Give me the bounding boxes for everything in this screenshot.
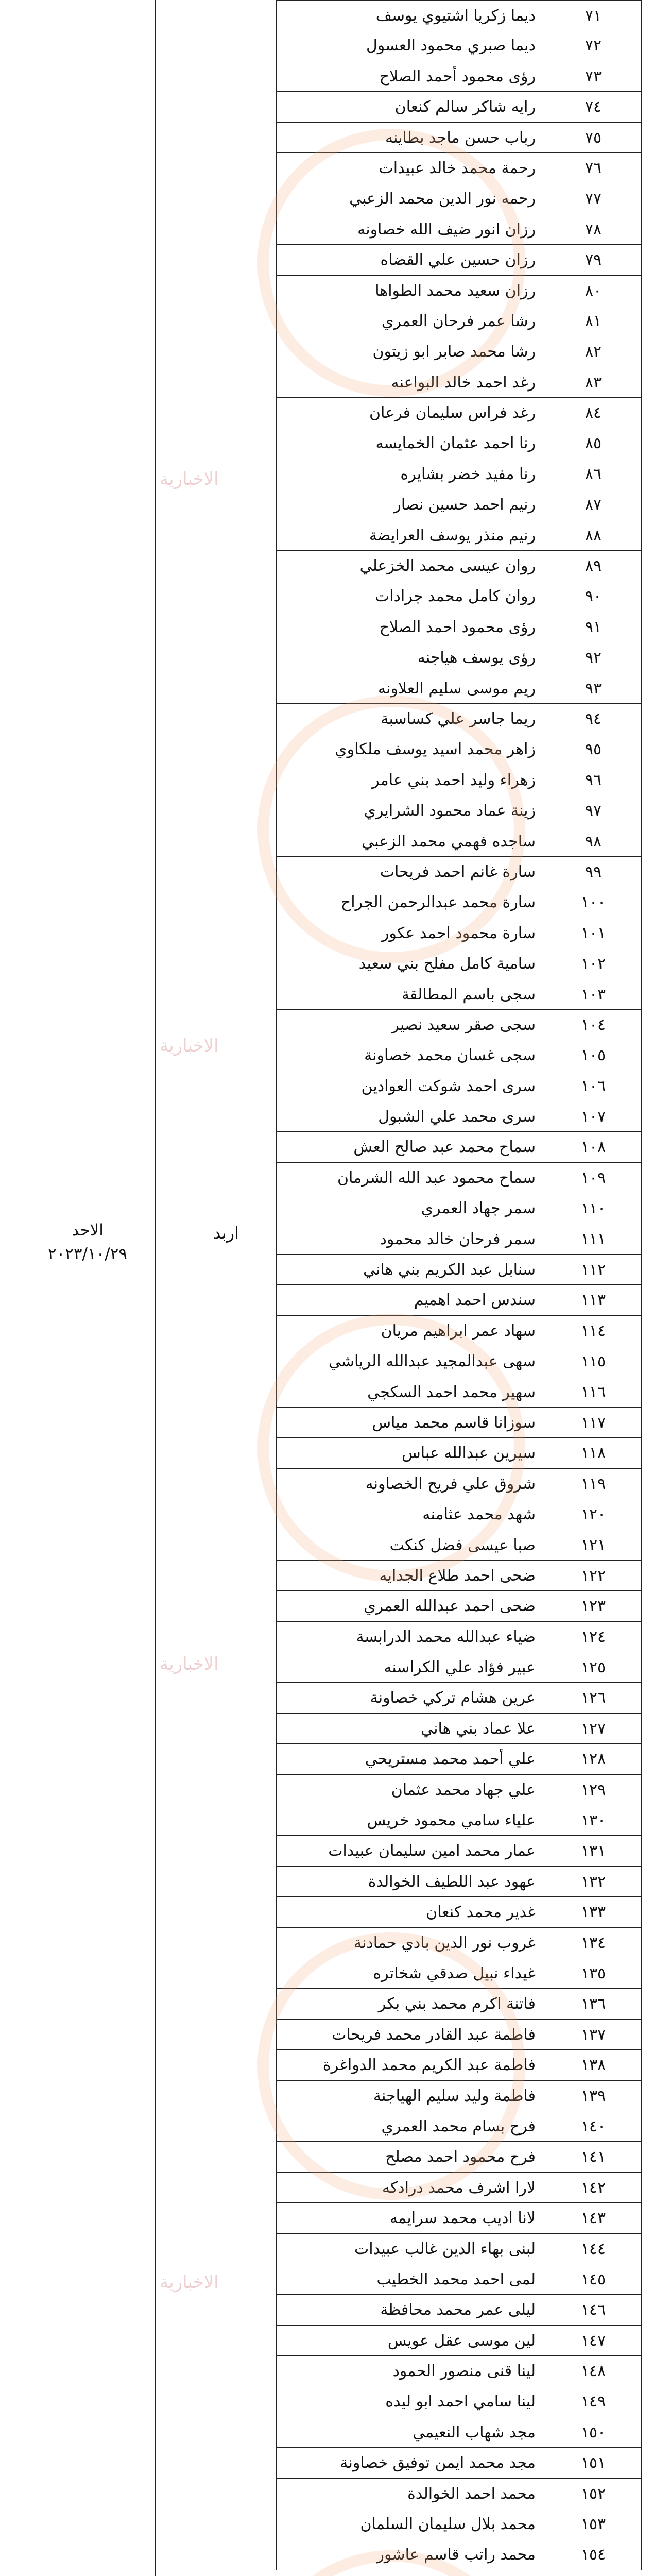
table-row [276, 2020, 642, 2050]
row-name: زاهر محمد اسيد يوسف ملكاوي [335, 740, 536, 759]
row-name: سمر جهاد العمري [421, 1199, 536, 1218]
table-row [276, 1897, 642, 1927]
table-row [276, 1010, 642, 1040]
row-name: سندس احمد اهميم [414, 1291, 536, 1310]
table-row [276, 2479, 642, 2509]
row-name: فاطمة وليد سليم الهياجنة [373, 2087, 536, 2105]
row-number: ١٠٠ [545, 887, 641, 917]
row-number: ١١٨ [545, 1438, 641, 1468]
row-name: سارة غانم احمد فريحات [380, 862, 536, 881]
row-name: عرين هشام تركي خصاونة [370, 1689, 536, 1707]
row-number: ١٠١ [545, 918, 641, 948]
row-number: ١٣٤ [545, 1928, 641, 1958]
row-name: رنيم احمد حسين نصار [393, 496, 536, 514]
city-column [164, 0, 288, 2576]
row-name: فرح بسام محمد العمري [381, 2117, 536, 2136]
table-row [276, 398, 642, 428]
table-row [276, 1040, 642, 1071]
table-row [276, 2448, 642, 2478]
row-name: فاتنة اكرم محمد بني بكر [378, 1995, 536, 2013]
table-row [276, 1316, 642, 1346]
row-number: ٧٢ [545, 30, 641, 60]
row-name: سماح محمود عبد الله الشرمان [337, 1168, 536, 1187]
row-number: ١٢٠ [545, 1499, 641, 1529]
row-number: ١١٦ [545, 1377, 641, 1407]
table-row [276, 489, 642, 520]
table-row [276, 979, 642, 1010]
row-number: ٨٤ [545, 398, 641, 428]
row-name: ريما جاسر علي كساسبة [381, 709, 536, 728]
row-number: ٩٣ [545, 673, 641, 703]
row-number: ٨٧ [545, 489, 641, 519]
table-row [276, 612, 642, 642]
row-number: ١٤٠ [545, 2111, 641, 2141]
table-row [276, 1928, 642, 1958]
row-name: محمد احمد الخوالدة [407, 2484, 536, 2503]
table-row [276, 2356, 642, 2386]
row-number: ١١٠ [545, 1193, 641, 1223]
date-column [20, 0, 156, 2576]
row-name: روان عيسى محمد الخزعلي [359, 557, 536, 575]
table-row [276, 1652, 642, 1683]
row-number: ١٥٠ [545, 2417, 641, 2447]
table-row [276, 1499, 642, 1530]
row-number: ٧٤ [545, 92, 641, 122]
table-row [276, 2203, 642, 2233]
watermark-text: الاخبارية [160, 1036, 219, 1056]
row-number: ١٤٢ [545, 2173, 641, 2202]
row-number: ١٣٦ [545, 1989, 641, 2019]
table-row [276, 2509, 642, 2539]
row-number: ١١٩ [545, 1469, 641, 1499]
row-name: صبا عيسى فضل كنكت [389, 1536, 536, 1554]
row-number: ١٠٦ [545, 1071, 641, 1101]
table-row [276, 1377, 642, 1408]
row-number: ١٢٢ [545, 1561, 641, 1590]
row-name: رحمة محمد خالد عبيدات [379, 159, 536, 177]
row-number: ١٤٥ [545, 2264, 641, 2294]
table-row [276, 1469, 642, 1499]
row-number: ٧٦ [545, 153, 641, 183]
table-row [276, 1683, 642, 1713]
row-number: ٧٨ [545, 214, 641, 244]
row-number: ١٢١ [545, 1530, 641, 1560]
row-name: سارة محمد عبدالرحمن الجراح [340, 893, 536, 912]
row-name: سماح محمد عبد صالح العش [353, 1138, 536, 1157]
row-name: زهراء وليد احمد بني عامر [372, 771, 536, 789]
row-name: ليلى عمر محمد محافظة [380, 2301, 536, 2319]
table-row [276, 918, 642, 948]
row-number: ٩٨ [545, 826, 641, 856]
table-row [276, 2539, 642, 2570]
table-row [276, 1561, 642, 1591]
day-label: الاحد [72, 1221, 104, 1240]
row-name: زينة عماد محمود الشرايري [364, 802, 536, 820]
row-name: رنا مفيد خضر بشايره [400, 465, 536, 483]
row-name: فرح محمود احمد مصلح [385, 2148, 536, 2166]
table-row [276, 2234, 642, 2264]
row-number: ١١٧ [545, 1408, 641, 1437]
table-row [276, 642, 642, 673]
table-row [276, 734, 642, 765]
row-number: ٧٣ [545, 61, 641, 91]
table-row [276, 1255, 642, 1285]
row-number: ٩٧ [545, 795, 641, 825]
row-name: فاطمة عبد الكريم محمد الدواغرة [322, 2056, 536, 2075]
table-row [276, 2142, 642, 2172]
table-row [276, 2081, 642, 2111]
row-number: ٩١ [545, 612, 641, 642]
row-name: لمى احمد محمد الخطيب [376, 2270, 536, 2289]
row-name: علي أحمد محمد مستريحي [365, 1750, 536, 1769]
row-name: سمر فرحان خالد محمود [380, 1230, 536, 1248]
table-row [276, 1530, 642, 1561]
table-row [276, 1744, 642, 1774]
table-row [276, 1193, 642, 1224]
table-row [276, 2326, 642, 2356]
row-name: محمد راتب قاسم عاشور [376, 2546, 536, 2564]
row-number: ١٣٨ [545, 2050, 641, 2080]
row-name: سهاد عمر ابراهيم مريان [381, 1321, 536, 1340]
row-name: لينا سامي احمد ابو ليده [385, 2393, 536, 2411]
table-row [276, 581, 642, 612]
row-name: رحمه نور الدين محمد الزعبي [349, 190, 536, 208]
row-number: ١٠٨ [545, 1132, 641, 1162]
table-row [276, 214, 642, 245]
table-row [276, 826, 642, 857]
row-name: عهود عبد اللطيف الخوالدة [368, 1872, 536, 1891]
row-name: ديما صبري محمود العسول [366, 37, 536, 55]
row-name: سوزانا قاسم محمد مياس [372, 1413, 536, 1432]
row-name: رشا عمر فرحان العمري [381, 312, 536, 330]
table-row [276, 2295, 642, 2325]
names-table [276, 0, 642, 2570]
row-number: ٩٠ [545, 581, 641, 611]
row-number: ٨٥ [545, 428, 641, 458]
table-row [276, 887, 642, 918]
table-row [276, 61, 642, 92]
watermark-text: الاخبارية [160, 469, 219, 489]
row-number: ١٣٢ [545, 1867, 641, 1896]
row-name: لارا اشرف محمد درادكه [382, 2178, 536, 2197]
row-name: سجى صقر سعيد نصير [391, 1015, 536, 1034]
row-name: سرى احمد شوكت العوادين [361, 1077, 536, 1095]
table-row [276, 0, 642, 30]
row-number: ٨١ [545, 306, 641, 336]
row-name: رؤى محمود احمد الصلاح [379, 618, 536, 636]
table-row [276, 2173, 642, 2203]
table-row [276, 704, 642, 734]
row-number: ١٥١ [545, 2448, 641, 2478]
row-name: ساجده فهمي محمد الزعبي [362, 832, 536, 851]
row-number: ١٣٩ [545, 2081, 641, 2111]
row-number: ٧٥ [545, 123, 641, 152]
row-name: غدير محمد كنعان [426, 1903, 536, 1922]
row-number: ١١٣ [545, 1285, 641, 1315]
row-number: ١٤٩ [545, 2386, 641, 2416]
row-number: ٨٩ [545, 551, 641, 581]
row-name: رغد احمد خالد البواعنه [391, 373, 536, 392]
row-name: رؤى يوسف هياجنه [417, 649, 536, 667]
table-row [276, 1346, 642, 1377]
row-name: ضحى احمد طلاع الجدايه [379, 1566, 536, 1585]
row-name: عبير فؤاد علي الكراسنه [384, 1658, 536, 1677]
row-number: ١٤١ [545, 2142, 641, 2172]
table-row [276, 795, 642, 826]
row-number: ١٣٧ [545, 2020, 641, 2049]
row-name: سنابل عبد الكريم بني هاني [363, 1261, 536, 1279]
table-row [276, 245, 642, 275]
row-number: ١٥٤ [545, 2539, 641, 2569]
row-name: مجد محمد ايمن توفيق خصاونة [340, 2454, 536, 2472]
table-row [276, 2386, 642, 2417]
table-row [276, 2050, 642, 2080]
row-name: لينا قنى منصور الحمود [392, 2362, 536, 2381]
table-row [276, 1591, 642, 1621]
row-name: رغد فراس سليمان فرعان [369, 404, 536, 422]
table-row [276, 92, 642, 122]
row-number: ٨٢ [545, 336, 641, 366]
row-name: سهى عبدالمجيد عبدالله الرياشي [328, 1352, 536, 1371]
row-name: لبنى بهاء الدين غالب عبيدات [354, 2240, 536, 2258]
row-name: غيداء نبيل صدقي شخاتره [373, 1964, 536, 1982]
row-number: ١١٥ [545, 1346, 641, 1376]
table-row [276, 30, 642, 61]
row-name: روان كامل محمد جرادات [374, 587, 536, 606]
row-name: رزان حسين علي القضاه [380, 251, 536, 269]
row-number: ٩٥ [545, 734, 641, 764]
city-cell: اربد [213, 1223, 239, 1243]
table-row [276, 306, 642, 336]
row-number: ٩٦ [545, 765, 641, 795]
row-name: سامية كامل مفلح بني سعيد [358, 955, 536, 973]
row-number: ١٣١ [545, 1836, 641, 1866]
row-name: سهير محمد احمد السكجي [367, 1383, 536, 1401]
table-row [276, 183, 642, 214]
table-row [276, 153, 642, 183]
row-name: ضياء عبدالله محمد الدرابسة [356, 1628, 536, 1646]
row-name: علياء سامي محمود خريس [367, 1811, 536, 1830]
table-row [276, 520, 642, 551]
row-name: رباب حسن ماجد بطاينه [385, 128, 536, 147]
row-name: ضحى احمد عبدالله العمري [364, 1597, 536, 1616]
row-name: فاطمة عبد القادر محمد فريحات [332, 2025, 536, 2044]
row-name: لانا اديب محمد سرايمه [389, 2209, 536, 2228]
table-row [276, 1989, 642, 2019]
row-number: ١٠٣ [545, 979, 641, 1009]
row-name: سارة محمود احمد عكور [381, 924, 536, 942]
row-name: رزان سعيد محمد الطواها [375, 281, 536, 300]
row-number: ١٢٦ [545, 1683, 641, 1713]
table-row [276, 1438, 642, 1468]
watermark-text: الاخبارية [160, 2272, 219, 2293]
table-row [276, 276, 642, 306]
row-number: ١١١ [545, 1224, 641, 1254]
row-number: ٩٤ [545, 704, 641, 734]
table-row [276, 948, 642, 979]
row-name: رشا محمد صابر ابو زيتون [372, 343, 536, 361]
row-number: ١٢٣ [545, 1591, 641, 1621]
row-number: ٨٠ [545, 276, 641, 306]
table-row [276, 1958, 642, 1989]
row-number: ١٣٠ [545, 1805, 641, 1835]
row-name: لين موسى عقل عويس [387, 2331, 536, 2350]
row-number: ١٢٧ [545, 1714, 641, 1743]
row-number: ١٤٧ [545, 2326, 641, 2355]
row-name: عمار محمد امين سليمان عبيدات [328, 1842, 536, 1860]
table-row [276, 1132, 642, 1162]
row-name: رؤى محمود أحمد الصلاح [379, 67, 536, 86]
row-name: سيرين عبدالله عباس [402, 1444, 536, 1463]
row-number: ١٢٨ [545, 1744, 641, 1774]
row-name: ريم موسى سليم العلاونه [378, 679, 536, 698]
row-name: مجد شهاب النعيمي [412, 2423, 536, 2442]
table-row [276, 336, 642, 367]
table-row [276, 551, 642, 581]
table-row [276, 1163, 642, 1193]
row-number: ١٣٥ [545, 1958, 641, 1988]
row-number: ١١٢ [545, 1255, 641, 1284]
row-number: ١٠٩ [545, 1163, 641, 1193]
table-row [276, 2417, 642, 2448]
table-row [276, 1071, 642, 1101]
date-cell [20, 1218, 155, 1266]
row-number: ١٤٦ [545, 2295, 641, 2325]
row-number: ٧٩ [545, 245, 641, 275]
row-number: ٩٢ [545, 642, 641, 672]
row-number: ٨٦ [545, 459, 641, 489]
row-number: ٨٨ [545, 520, 641, 550]
table-row [276, 1775, 642, 1805]
date-value: ٢٠٢٣/١٠/٢٩ [47, 1245, 128, 1263]
row-name: شروق علي فريح الخصاونه [365, 1475, 536, 1493]
row-number: ٨٣ [545, 367, 641, 397]
watermark-text: الاخبارية [160, 1654, 219, 1674]
table-row [276, 857, 642, 887]
row-number: ١٤٤ [545, 2234, 641, 2264]
row-number: ١٠٥ [545, 1040, 641, 1070]
row-number: ٧١ [545, 1, 641, 30]
row-name: رزان انور ضيف الله خصاونه [357, 220, 536, 239]
row-name: رايه شاكر سالم كنعان [394, 98, 536, 116]
table-row [276, 1805, 642, 1836]
table-row [276, 673, 642, 704]
row-name: محمد بلال سليمان السلمان [360, 2515, 536, 2534]
row-number: ١٠٤ [545, 1010, 641, 1040]
row-number: ١١٤ [545, 1316, 641, 1346]
table-row [276, 2111, 642, 2142]
row-number: ١٥٣ [545, 2509, 641, 2539]
table-row [276, 1622, 642, 1652]
row-name: سرى محمد علي الشبول [378, 1108, 536, 1126]
row-number: ١٤٣ [545, 2203, 641, 2233]
table-row [276, 459, 642, 489]
row-number: ١٢٥ [545, 1652, 641, 1682]
row-number: ١٢٤ [545, 1622, 641, 1652]
row-number: ١٤٨ [545, 2356, 641, 2386]
row-name: علا عماد بني هاني [421, 1719, 536, 1738]
row-number: ١٣٣ [545, 1897, 641, 1927]
row-number: ١٢٩ [545, 1775, 641, 1805]
row-name: علي جهاد محمد عثمان [391, 1781, 536, 1799]
table-row [276, 428, 642, 459]
row-name: ديما زكريا اشتيوي يوسف [375, 7, 536, 25]
row-name: رنيم منذر يوسف العرايضة [369, 526, 536, 545]
row-number: ١٥٢ [545, 2479, 641, 2509]
table-row [276, 1867, 642, 1897]
row-name: غروب نور الدين بادي حمادنة [353, 1934, 536, 1952]
row-number: ٧٧ [545, 183, 641, 213]
row-name: سجى غسان محمد خصاونة [364, 1046, 536, 1065]
table-row [276, 1224, 642, 1255]
row-number: ٩٩ [545, 857, 641, 887]
table-row [276, 367, 642, 398]
row-number: ١٠٢ [545, 948, 641, 978]
table-row [276, 1408, 642, 1438]
table-row [276, 1714, 642, 1744]
row-name: رنا احمد عثمان الخمايسه [375, 434, 536, 453]
row-name: شهد محمد عثامنه [422, 1505, 536, 1524]
row-number: ١٠٧ [545, 1101, 641, 1131]
table-row [276, 1285, 642, 1315]
row-name: سجى باسم المطالقة [401, 985, 536, 1004]
table-row [276, 1836, 642, 1866]
table-row [276, 1101, 642, 1132]
table-row [276, 765, 642, 795]
table-row [276, 2264, 642, 2295]
table-row [276, 123, 642, 153]
